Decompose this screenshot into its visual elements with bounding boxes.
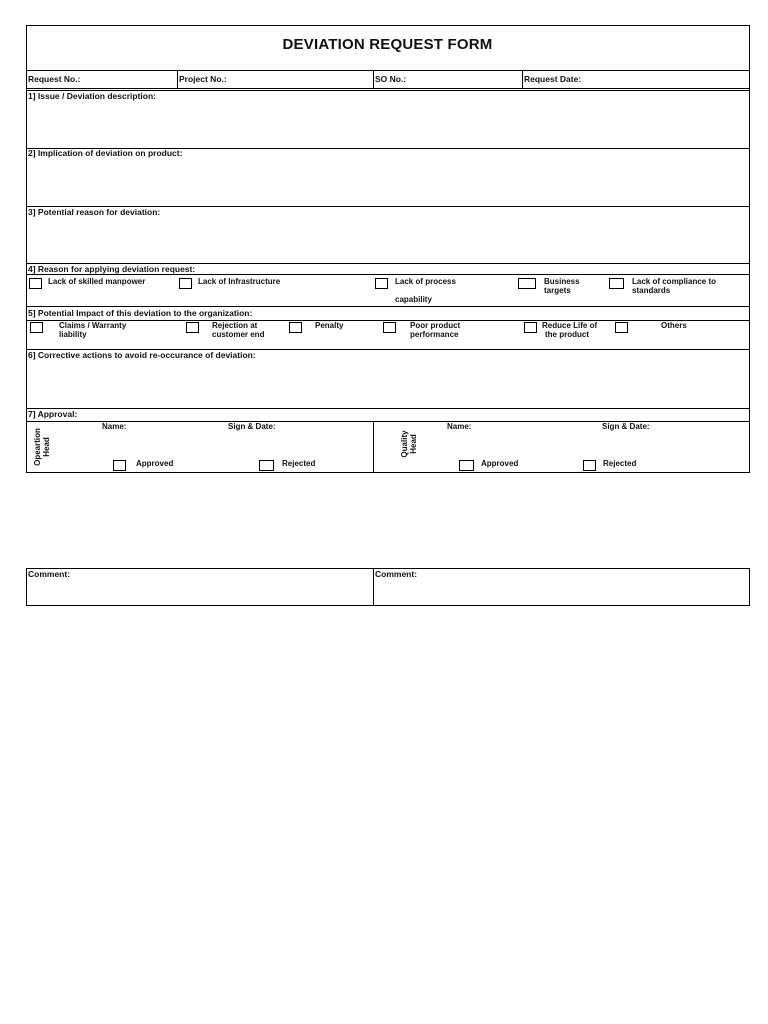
rejected-label: Rejected [282, 459, 316, 468]
divider [373, 421, 374, 473]
option-label: the product [545, 330, 589, 339]
form-title: DEVIATION REQUEST FORM [282, 36, 493, 53]
checkbox-quality-approved[interactable] [459, 460, 474, 471]
divider [26, 408, 750, 409]
section-corrective-actions[interactable]: 6] Corrective actions to avoid re-occurance of deviation: [28, 350, 256, 360]
checkbox-business-targets[interactable] [518, 278, 536, 289]
approved-label: Approved [481, 459, 519, 468]
divider [26, 306, 750, 307]
option-label: Reduce Life of [542, 321, 598, 330]
checkbox-claims-warranty[interactable] [30, 322, 43, 333]
checkbox-quality-rejected[interactable] [583, 460, 596, 471]
checkbox-poor-performance[interactable] [383, 322, 396, 333]
divider [26, 320, 750, 321]
checkbox-penalty[interactable] [289, 322, 302, 333]
option-label: Lack of skilled manpower [48, 277, 146, 286]
option-label: Rejection at [212, 321, 258, 330]
checkbox-lack-process-capability[interactable] [375, 278, 388, 289]
option-label: capability [395, 295, 432, 304]
option-label: Others [661, 321, 687, 330]
operation-head-role: Opeartion Head [33, 428, 51, 466]
divider [177, 70, 178, 89]
section-issue-description[interactable]: 1] Issue / Deviation description: [28, 91, 157, 101]
checkbox-lack-compliance[interactable] [609, 278, 624, 289]
option-label: performance [410, 330, 459, 339]
divider [26, 274, 750, 275]
section-approval: 7] Approval: [28, 409, 78, 419]
option-label: Lack of process [395, 277, 456, 286]
rejected-label: Rejected [603, 459, 637, 468]
option-label: Business [544, 277, 580, 286]
section-potential-impact: 5] Potential Impact of this deviation to the organization: [28, 308, 253, 318]
divider [26, 70, 750, 71]
approved-label: Approved [136, 459, 174, 468]
option-label: customer end [212, 330, 265, 339]
section-potential-reason[interactable]: 3] Potential reason for deviation: [28, 207, 161, 217]
checkbox-lack-infrastructure[interactable] [179, 278, 192, 289]
option-label: Lack of compliance to [632, 277, 717, 286]
divider [26, 88, 750, 89]
option-label: Lack of Infrastructure [198, 277, 281, 286]
option-label: Claims / Warranty [59, 321, 127, 330]
quality-head-sign[interactable]: Sign & Date: [602, 422, 650, 431]
request-date-label[interactable]: Request Date: [524, 74, 582, 84]
divider [373, 70, 374, 89]
option-label: standards [632, 286, 671, 295]
option-label: liability [59, 330, 87, 339]
section-reason-applying: 4] Reason for applying deviation request: [28, 264, 196, 274]
divider [522, 70, 523, 89]
option-label: targets [544, 286, 571, 295]
checkbox-lack-skilled-manpower[interactable] [29, 278, 42, 289]
section-implication[interactable]: 2] Implication of deviation on product: [28, 148, 183, 158]
divider [373, 568, 374, 606]
option-label: Penalty [315, 321, 344, 330]
comment-right[interactable]: Comment: [375, 569, 418, 579]
comment-left[interactable]: Comment: [28, 569, 71, 579]
request-no-label[interactable]: Request No.: [28, 74, 81, 84]
checkbox-operation-approved[interactable] [113, 460, 126, 471]
checkbox-rejection-customer[interactable] [186, 322, 199, 333]
option-label: Poor product [410, 321, 461, 330]
project-no-label[interactable]: Project No.: [179, 74, 227, 84]
operation-head-name[interactable]: Name: [102, 422, 127, 431]
checkbox-reduce-life[interactable] [524, 322, 537, 333]
checkbox-operation-rejected[interactable] [259, 460, 274, 471]
quality-head-role: Quality Head [400, 430, 418, 458]
operation-head-sign[interactable]: Sign & Date: [228, 422, 276, 431]
so-no-label[interactable]: SO No.: [375, 74, 407, 84]
quality-head-name[interactable]: Name: [447, 422, 472, 431]
checkbox-others[interactable] [615, 322, 628, 333]
